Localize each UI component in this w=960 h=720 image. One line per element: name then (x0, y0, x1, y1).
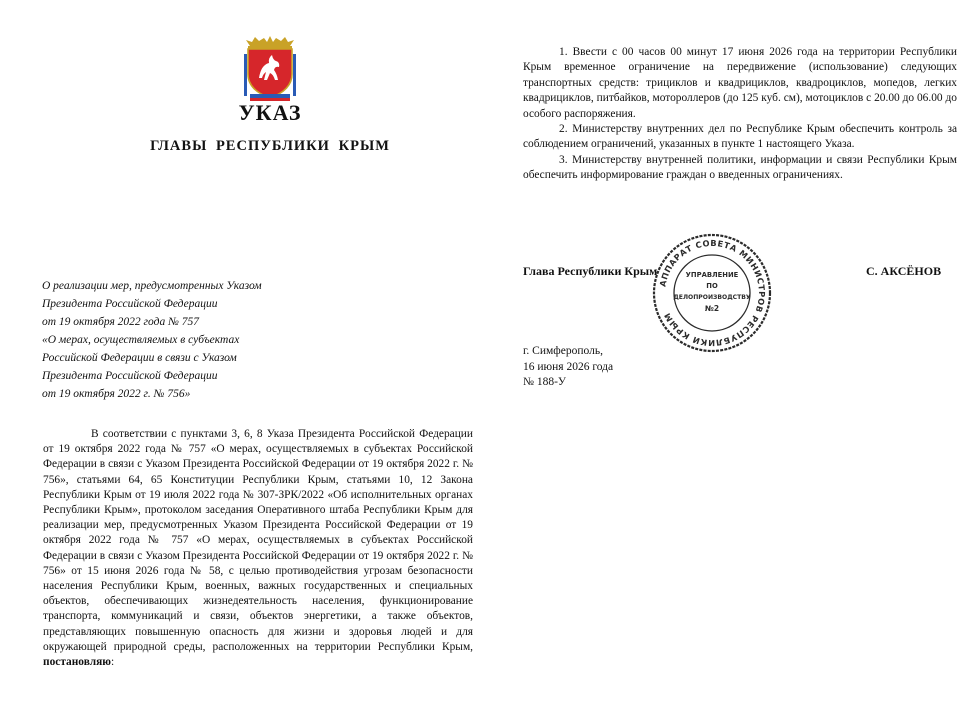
stamp-outer-text: АППАРАТ СОВЕТА МИНИСТРОВ РЕСПУБЛИКИ КРЫМ (657, 237, 768, 349)
preamble-line: Президента Российской Федерации (42, 298, 218, 310)
document-subtitle: ГЛАВЫ РЕСПУБЛИКИ КРЫМ (150, 138, 390, 154)
footer-date: 16 июня 2026 года (523, 360, 614, 373)
stamp-line: УПРАВЛЕНИЕ (685, 271, 739, 279)
decree-item: 1. Ввести с 00 часов 00 минут 17 июня 2026 года на территории Республики Крым временное ограничение на передвижение (использование) следующих транспортных средств: трициклов и квадрициклов, квадроциклов, мопедов, легких квадрициклов, питбайков, мотороллеров (до 125 куб. см), мотоциклов с 20.00 до 06.00 до особого распоряжения. (523, 46, 957, 120)
decree-item: 3. Министерству внутренней политики, информации и связи Республики Крым обеспечить информирование граждан о введенных ограничениях. (523, 153, 957, 182)
stamp-line: ДЕЛОПРОИЗВОДСТВУ (673, 294, 751, 301)
footer-number: № 188-У (523, 376, 567, 388)
stamp-line: №2 (704, 304, 720, 313)
body-text: В соответствии с пунктами 3, 6, 8 Указа Президента Российской Федерации от 19 октября 2022 года № 757 «О мерах, осуществляемых в субъектах Российской Федерации в связи с Указом Президента Российской Федерации от 19 октября 2022 г. № 756», статьями 64, 65 Конституции Республики Крым, статьями 10, 12 Закона Республики Крым от 19 июля 2022 года № 307-ЗРК/2022 «Об исполнительных органах Республики Крым», протоколом заседания Оперативного штаба Республики Крым для реализации мер, предусмотренных Указом Президента Российской Федерации от 19 октября 2022 года № 757 «О мерах, осуществляемых в субъектах Российской Федерации в связи с Указом Президента Российской Федерации от 19 октября 2022 г. № 756» от 15 июня 2026 года № 58, с целью противодействия угрозам безопасности населения Республики Крым, военных, важных государственных и специальных объектов, обеспечивающих жизнедеятельность населения, функционирование транспорта, коммуникаций и связи, объектов энергетики, а также объектов, представляющих повышенную опасность для жизни и здоровья людей и для окружающей природной среды, расположенных на территории Республики Крым, (43, 428, 473, 653)
preamble-line: от 19 октября 2022 г. № 756» (42, 388, 191, 400)
document-title: УКАЗ (238, 100, 302, 125)
preamble-line: О реализации мер, предусмотренных Указом (42, 280, 262, 292)
preamble-line: Российской Федерации в связи с Указом (42, 352, 237, 364)
document-footer (523, 344, 613, 391)
footer-city: г. Симферополь, (523, 345, 603, 357)
signature-name: С. АКСЁНОВ (866, 264, 942, 278)
decree-items (523, 45, 957, 184)
preamble-line: Президента Российской Федерации (42, 370, 218, 382)
body-keyword: постановляю (43, 656, 111, 669)
crimea-coat-of-arms-icon (242, 30, 298, 102)
preamble-line: «О мерах, осуществляемых в субъектах (42, 334, 240, 346)
body-end: : (110, 656, 115, 669)
preamble-line: от 19 октября 2022 года № 757 (42, 316, 200, 328)
signature-title: Глава Республики Крым (523, 264, 658, 278)
decree-item: 2. Министерству внутренних дел по Республике Крым обеспечить контроль за соблюдением ограничений, указанных в пункте 1 настоящего Указа. (523, 123, 957, 151)
preamble (42, 277, 462, 403)
body-paragraph (43, 427, 473, 670)
round-seal-stamp (650, 231, 774, 355)
stamp-line: ПО (706, 282, 718, 290)
